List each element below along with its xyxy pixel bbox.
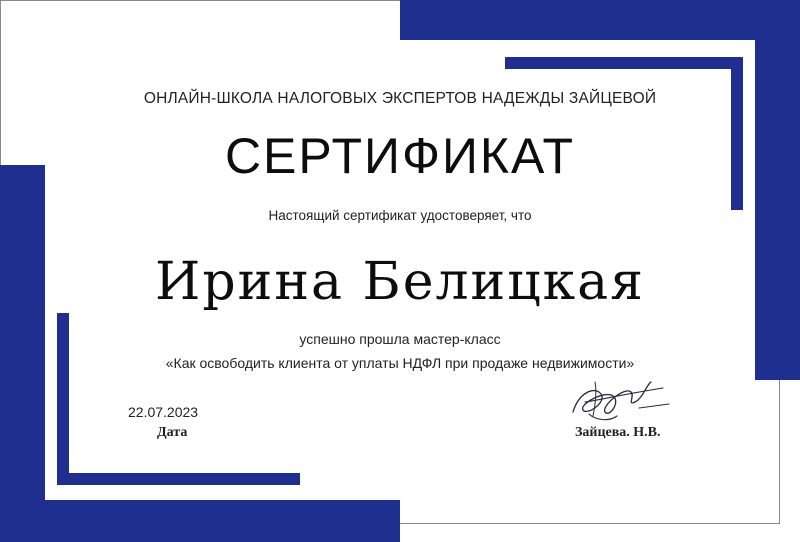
school-name: ОНЛАЙН-ШКОЛА НАЛОГОВЫХ ЭКСПЕРТОВ НАДЕЖДЫ ЗАЙЦЕВОЙ — [143, 90, 657, 107]
decor-line-bottom-left-horizontal — [57, 473, 300, 485]
signature-image — [565, 372, 675, 432]
certifies-text: Настоящий сертификат удостоверяет, что — [268, 208, 532, 223]
certificate-title: СЕРТИФИКАТ — [224, 128, 576, 184]
date-value: 22.07.2023 — [128, 404, 199, 420]
decor-line-top-right-horizontal — [505, 57, 743, 69]
decor-block-right — [755, 0, 800, 380]
date-label: Дата — [157, 425, 188, 440]
signer-name: Зайцева. Н.В. — [575, 425, 661, 440]
recipient-name: Ирина Белицкая — [155, 252, 645, 312]
course-title: «Как освободить клиента от уплаты НДФЛ при продаже недвижимости» — [165, 355, 635, 371]
decor-block-bottom-left — [0, 500, 400, 542]
completed-text: успешно прошла мастер-класс — [299, 331, 501, 347]
decor-block-top-right — [400, 0, 800, 40]
